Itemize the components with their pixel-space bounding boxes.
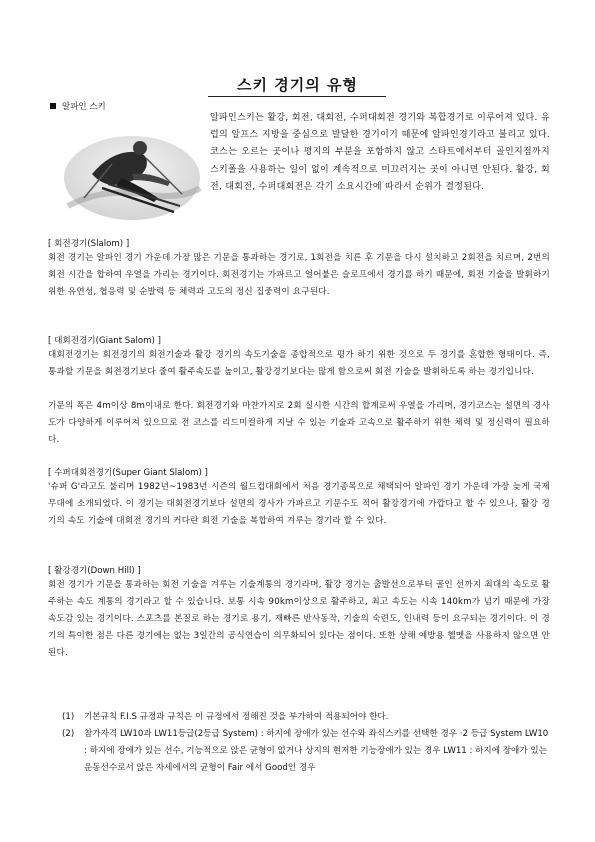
- list-item: [62, 726, 550, 777]
- slalom-heading: [ 회전경기(Slalom) ]: [48, 239, 130, 249]
- alpine-section-label: [50, 100, 106, 112]
- giant-slalom-heading: [ 대회전경기(Giant Salom) ]: [48, 336, 161, 346]
- downhill-heading: [ 활강경기(Down Hill) ]: [48, 566, 141, 576]
- giant-slalom-paragraph-1: 대회전경기는 회전경기의 회전기술과 활강 경기의 속도기술을 종합적으로 평가 하기 위한 것으로 두 경기를 혼합한 형태이다. 즉, 통과할 기문을 회전경기보다 줄여 활주속도를 높이고, 활강경기보다는 많게 함으로써 회전 기술을 발휘하도록 하는 경기입니다.: [48, 350, 550, 377]
- slalom-paragraph: 회전 경기는 알파인 경기 가운데 가장 많은 기문을 통과하는 경기로, 1회전을 치른 후 기문을 다시 설치하고 2회전을 치르며, 2번의 회전 시간을 합하여 우열을 가리는 경기이다. 회전경기는 가파르고 얼어붙은 슬로프에서 경기를 하기 때문에, 회전 기술을 발휘하기 위한 유연성, 협응력 및 순발력 등 체력과 고도의 정신 집중력이 요구된다.: [48, 253, 550, 297]
- super-g-paragraph: '슈퍼 G'라고도 불리며 1982년~1983년 시즌의 월드컵대회에서 처음 경기종목으로 채택되어 알파인 경기 가운데 가장 늦게 국제무대에 소개되었다. 이 경기는 대회전경기보다 설면의 경사가 가파르고 기문수도 적어 활강경기에 가깝다고 할 수 있으나, 활강 경기의 속도 기술에 대회전 경기의 커다란 회전 기술을 복합하여 겨루는 경기라 할 수 있다.: [48, 482, 550, 526]
- list-item-text: 기본규칙 F.I.S 규정과 규칙은 이 규정에서 정해진 것을 부가하여 적용되어야 한다.: [84, 712, 389, 722]
- super-g-heading: [ 수퍼대회전경기(Super Giant Slalom) ]: [48, 468, 208, 478]
- list-item-number: (2): [62, 729, 75, 739]
- list-item: [62, 709, 550, 726]
- skier-illustration: [62, 128, 202, 220]
- page-title: 스키 경기의 유형: [237, 76, 358, 94]
- list-item-text: 참가자격 LW10과 LW11등급(2등급 System) : 하지에 장애가 있는 선수와 좌식스키를 선택한 경우 ·2 등급 System LW10 : 하지에 장애가 있는 선수, 기능적으로 앉은 균형이 없거나 상지의 현저한 기능장애가 있는 경우 LW11 : 하지에 장애가 있는 운동선수로서 앉은 자세에서의 균형이 Fair 에서 Good인 경우: [84, 729, 549, 773]
- downhill-rules-list: [62, 709, 550, 777]
- downhill-paragraph: 회전 경기가 기문을 통과하는 회전 기술을 겨루는 기술계통의 경기라며, 활강 경기는 출발선으로부터 골인 선까지 최대의 속도로 활주하는 속도 계통의 경기라고 할 수 있습니다. 보통 시속 90km이상으로 활주하고, 최고 속도는 시속 140km가 넘기 때문에 가장 속도감 있는 경기이다. 스포츠를 본질로 하는 경기로 용기, 재빠른 반사동작, 기술의 숙련도, 인내력 등이 요구되는 경기이다. 이 경기의 특이한 점은 다른 경기에는 없는 3일간의 공식연습이 의무화되어 있다는 점이다. 또한 상해 예방용 헬멧을 사용하지 않으면 안된다.: [48, 580, 550, 658]
- square-bullet-icon: [50, 103, 56, 109]
- skier-photo: [62, 128, 202, 220]
- title-underline: [208, 96, 386, 97]
- giant-slalom-paragraph-2: 기문의 폭은 4m이상 8m이내로 한다. 회전경기와 마찬가지로 2회 실시한 시간의 합계로써 우열을 가리며, 경기코스는 설면의 경사도가 다양하게 이루어져 있으므로 전 코스를 리드미컬하게 지날 수 있는 기술과 고속으로 활주하기 위한 체력 및 정신력이 필요하다.: [48, 401, 550, 445]
- list-item-number: (1): [62, 712, 75, 722]
- alpine-label-text: 알파인 스키: [62, 102, 106, 112]
- alpine-intro-paragraph: 알파인스키는 활강, 회전, 대회전, 수퍼대회전 경기와 복합경기로 이루어져 있다. 유럽의 알프스 지방을 중심으로 발달한 경기이기 때문에 알파인경기라고 불리고 있다. 코스는 오르는 곳이나 평지의 부분을 포함하지 않고 스타트에서부터 골인지점까지 스키폴을 사용하는 일이 없이 계속적으로 미끄러지는 곳이 아니면 안된다. 활강, 회전, 대회전, 수퍼대회전은 각기 소요시간에 따라서 순위가 결정된다.: [210, 113, 550, 192]
